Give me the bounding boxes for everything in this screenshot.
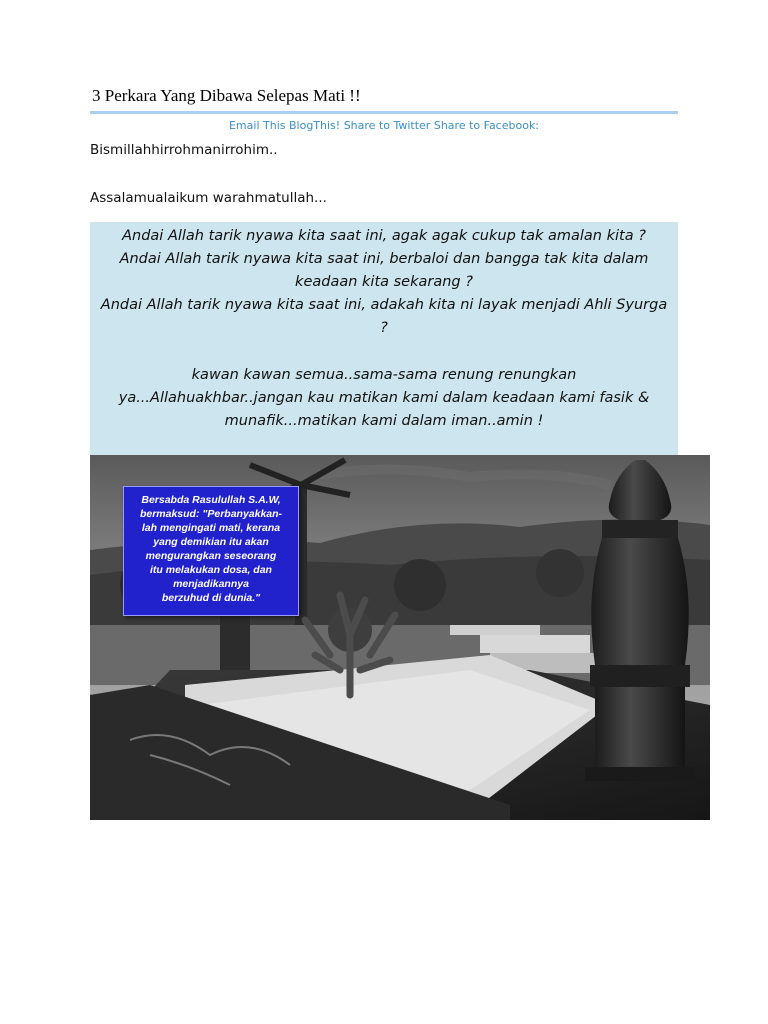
post-title: 3 Perkara Yang Dibawa Selepas Mati !! bbox=[92, 86, 361, 105]
quote-line: Andai Allah tarik nyawa kita saat ini, adakah kita ni layak menjadi Ahli Syurga bbox=[100, 297, 668, 313]
hadith-caption-line: itu melakukan dosa, dan bbox=[150, 564, 272, 576]
hadith-caption-line: berzuhud di dunia." bbox=[161, 592, 261, 604]
hadith-caption-line: menjadikannya bbox=[173, 578, 249, 590]
quote-line: ? bbox=[380, 320, 388, 336]
quote-line: kawan kawan semua..sama-sama renung renungkan bbox=[191, 367, 577, 383]
grave-photo bbox=[90, 455, 710, 820]
share-twitter-link[interactable]: Share to Twitter bbox=[343, 119, 431, 132]
quote-line: Andai Allah tarik nyawa kita saat ini, berbaloi dan bangga tak kita dalam bbox=[119, 251, 649, 267]
blogthis-link[interactable]: BlogThis! bbox=[288, 119, 341, 132]
title-divider bbox=[90, 111, 678, 114]
quote-line: keadaan kita sekarang ? bbox=[295, 274, 473, 290]
share-links bbox=[90, 119, 678, 132]
hadith-caption-line: lah mengingati mati, kerana bbox=[141, 522, 281, 534]
greeting-bismillah: Bismillahhirrohmanirrohim.. bbox=[90, 142, 278, 158]
hadith-caption-line: bermaksud: "Perbanyakkan- bbox=[139, 508, 283, 520]
hadith-caption-line: yang demikian itu akan bbox=[153, 536, 269, 548]
reflection-quote-box bbox=[90, 222, 678, 455]
hadith-caption-line: Bersabda Rasulullah S.A.W, bbox=[141, 494, 281, 506]
email-this-link[interactable]: Email This bbox=[228, 119, 286, 132]
hadith-caption-line: mengurangkan seseorang bbox=[145, 550, 277, 562]
quote-line: munafik...matikan kami dalam iman..amin ! bbox=[224, 413, 544, 429]
quote-line: Andai Allah tarik nyawa kita saat ini, agak agak cukup tak amalan kita ? bbox=[122, 228, 646, 244]
greeting-salam: Assalamualaikum warahmatullah... bbox=[90, 190, 327, 206]
quote-line: ya...Allahuakhbar..jangan kau matikan kami dalam keadaan kami fasik & bbox=[118, 390, 650, 406]
share-facebook-link[interactable]: Share to Facebook: bbox=[433, 119, 540, 132]
hadith-caption-box bbox=[123, 486, 299, 616]
